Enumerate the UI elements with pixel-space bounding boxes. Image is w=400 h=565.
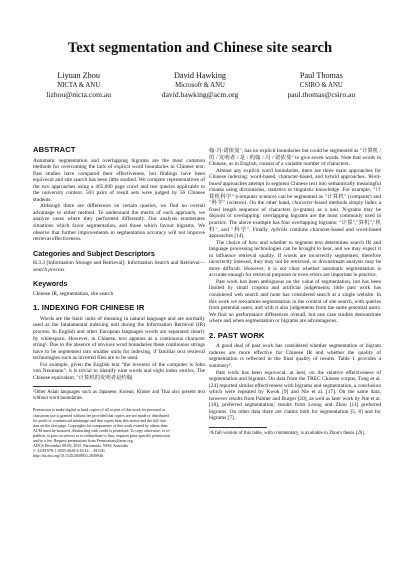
author-3 <box>261 71 382 100</box>
text-run: combine character-based and word-based approaches [14]. <box>209 226 381 240</box>
emphasis-character-based: character-based <box>292 200 328 207</box>
categories-text <box>33 260 205 273</box>
section-heading-past-work: 2. PAST WORK <box>209 330 265 340</box>
footnote-rule <box>33 386 91 387</box>
abstract-paragraph: Although there are differences on certain queries, we find no overall advantage to either method. To understand the merits of each approach, we analyze cases where they performed differently. Our analysis enumerates situations which favor segmentation, and those which favour bigrams. We observe that further improvements in segmentation accuracy will not improve retrieval effectiveness. <box>33 203 205 243</box>
author-name: Liyuan Zhou <box>57 71 100 80</box>
author-email: paul.thomas@csiro.au <box>287 90 356 99</box>
permission-line: and/or a fee. Request permissions from Permissions@acm.org. <box>33 437 134 443</box>
author-2 <box>139 71 260 100</box>
body-paragraph: Past work has been ambiguous on the value of segmentation, but has been limited by small corpora and artificial judgements; little past work has considered web search and none has considered search at a single website. In this work we reexamine segmentation in the context of site search, with queries from potential users, and with it also judgements from the same potential users. We find no performance differences overall, but one case studies demonstrate where and when segmentation or bigrams are advantageous. <box>209 278 381 325</box>
author-affiliation: NICTA & ANU <box>57 82 101 89</box>
abstract-heading: ABSTRACT <box>33 145 76 154</box>
body-paragraph: A good deal of past work has considered whether segmentation or bigram indexes are more effective for Chinese IR and whether the quality of segmentation is reflected in the final quality of results. Table 1 provides a summary². <box>209 343 381 369</box>
footnote-2: ²A full version of this table, with commentary, is available in Zhou's thesis [26]. <box>209 430 366 436</box>
keywords-text: Chinese IR, segmentation, site search <box>33 290 114 297</box>
left-column <box>33 147 205 458</box>
doi-line: http://dx.doi.org/10.1145/2838931.2838946 <box>33 453 104 459</box>
abstract-paragraph: Automatic segmentation and overlapping bigrams are the most common methods for overcoming the lack of explicit word boundaries in Chinese text. Past studies have compared their effectiveness, but findings have been equivocal and site search has been little studied. We compare representatives of the two approaches using a 465,000 page crawl and test queries applicable to the university context. 503 pairs of result sets were judged by 56 Chinese students. <box>33 157 205 203</box>
body-paragraph-approaches <box>209 168 381 240</box>
categories-heading: Categories and Subject Descriptors <box>33 248 155 258</box>
right-column <box>209 148 381 440</box>
permission-line: tion on the first page. Copyrights for components of this work owned by others than <box>33 422 168 428</box>
paper-title: Text segmentation and Chinese site search <box>67 40 333 56</box>
author-email: lizhou@nicta.com.au <box>46 90 112 99</box>
permission-line: ACM must be honored. Abstracting with credit is permitted. To copy otherwise, or re- <box>33 427 171 433</box>
author-affiliation: CSIRO & ANU <box>299 82 343 89</box>
author-affiliation: Microsoft & ANU <box>175 82 225 89</box>
author-email: david.hawking@acm.org <box>161 90 239 99</box>
author-name: David Hawking <box>173 71 227 80</box>
permission-line: ADCS December 08-09, 2015, Parramatta, NSW, Australia <box>33 443 128 449</box>
permission-line: for profit or commercial advantage and that copies bear this notice and the full cita- <box>33 417 167 423</box>
body-paragraph: For example, given the English text "the inventor of the computer is John von Neumann", it is trivial to identify nine words and eight index entries. The Chinese equivalent, "计算机的发明者是约翰 <box>33 361 205 381</box>
permission-line: © ACM 978-1-4503-4040-3/15/12 ... $15.00. <box>33 448 106 454</box>
categories-descriptor: H.3.3 [Information Storage and Retrieval]: Information Search and Retrieval— <box>33 260 205 267</box>
body-paragraph: The choice of how and whether to segment text determines search IR and language processing technologies can be brought to bear, and we may expect it to influence retrieval quality. If words are incorrectly segmented, therefore incorrectly indexed, they may not be retrieved, or downstream analysis may be more difficult. However, it is not clear whether automatic segmentation is accurate enough for retrieval purposes or even errors are important in practice. <box>209 239 381 279</box>
footnote-1: ¹Other Asian languages such as Japanese, Korean, Khmer and Thai also present text without word boundaries. <box>33 390 205 402</box>
permission-line: classroom use is granted without fee provided that copies are not made or distributed <box>33 412 169 418</box>
categories-subject: search process <box>33 266 65 273</box>
body-paragraph: 翰·冯·诺依曼", has no explicit boundaries but could be segmented as "计算机 / 的 / 发明者 / 是 / 约翰 / 冯 / 诺依曼" to give seven words. Note that words in Chinese, as in English, consist of a variable number of characters. <box>209 148 381 168</box>
permission-line: publish, to post on servers or to redistribute to lists, requires prior specific permission <box>33 432 170 438</box>
permission-block <box>33 407 205 458</box>
section-heading-indexing: 1. INDEXING FOR CHINESE IR <box>33 303 145 313</box>
body-paragraph: Past work has been equivocal, at best, on the relative effectiveness of segmentation and bigrams. On data from the TREC Chinese corpus, Tong et al. [24] reported similar effectiveness with bigrams and segmentation, a conclusion which were repeated by Kwok [9] and Nie et al. [17]. On the same data, however results from Palmer and Burger [20], as well as later work by Nie et al. [18], preferred segmentation; results from Leong and Zhou [11] preferred bigrams. On other data there are claims both for segmentation [5, 8] and for bigrams [7]. <box>209 369 381 422</box>
permission-line: Permission to make digital or hard copies of all or part of this work for personal or <box>33 407 166 413</box>
author-1 <box>18 71 139 100</box>
body-paragraph: Words are the basic units of meaning in natural language and are normally used as the fundamental indexing unit during the Information Retrieval (IR) process. In English and other European languages words are separated clearly by whitespace. However, in Chinese, text appears as a continuous character string¹. Due to the absence of obvious word boundaries these continuous strings have to be segmented into smaller units for indexing, if familiar text retrieval technologies such as inverted files are to be used. <box>33 315 205 362</box>
footnote-rule <box>209 427 267 428</box>
author-block <box>18 71 382 100</box>
text-run: methods simply index a fixed length sequence of characters (n-grams) as a unit. N-grams may be disjoint or overlapping: overlapping bigrams are the most commonly used in practice. The above example has four overlapping bigrams: "计算","算机","机科", and "科学". Finally, <box>209 200 381 233</box>
emphasis-hybrids: hybrids <box>271 226 288 233</box>
author-name: Paul Thomas <box>299 71 343 80</box>
keywords-heading: Keywords <box>33 279 68 289</box>
text-run: Almost any explicit word boundaries, there are three main approaches for Chinese indexing: word-based, character-based, and hybrid approaches. <box>209 167 381 181</box>
text-run: approaches attempt to segment Chinese text into semantically meaningful chunks using dictionaries, statistics or linguistic knowledge. For example, "计算机科学" (computer science) can be segmented as "计算机" (computer) and "科学" (science). On the other hand, <box>209 180 381 207</box>
emphasis-word-based: Word-based <box>209 174 381 187</box>
